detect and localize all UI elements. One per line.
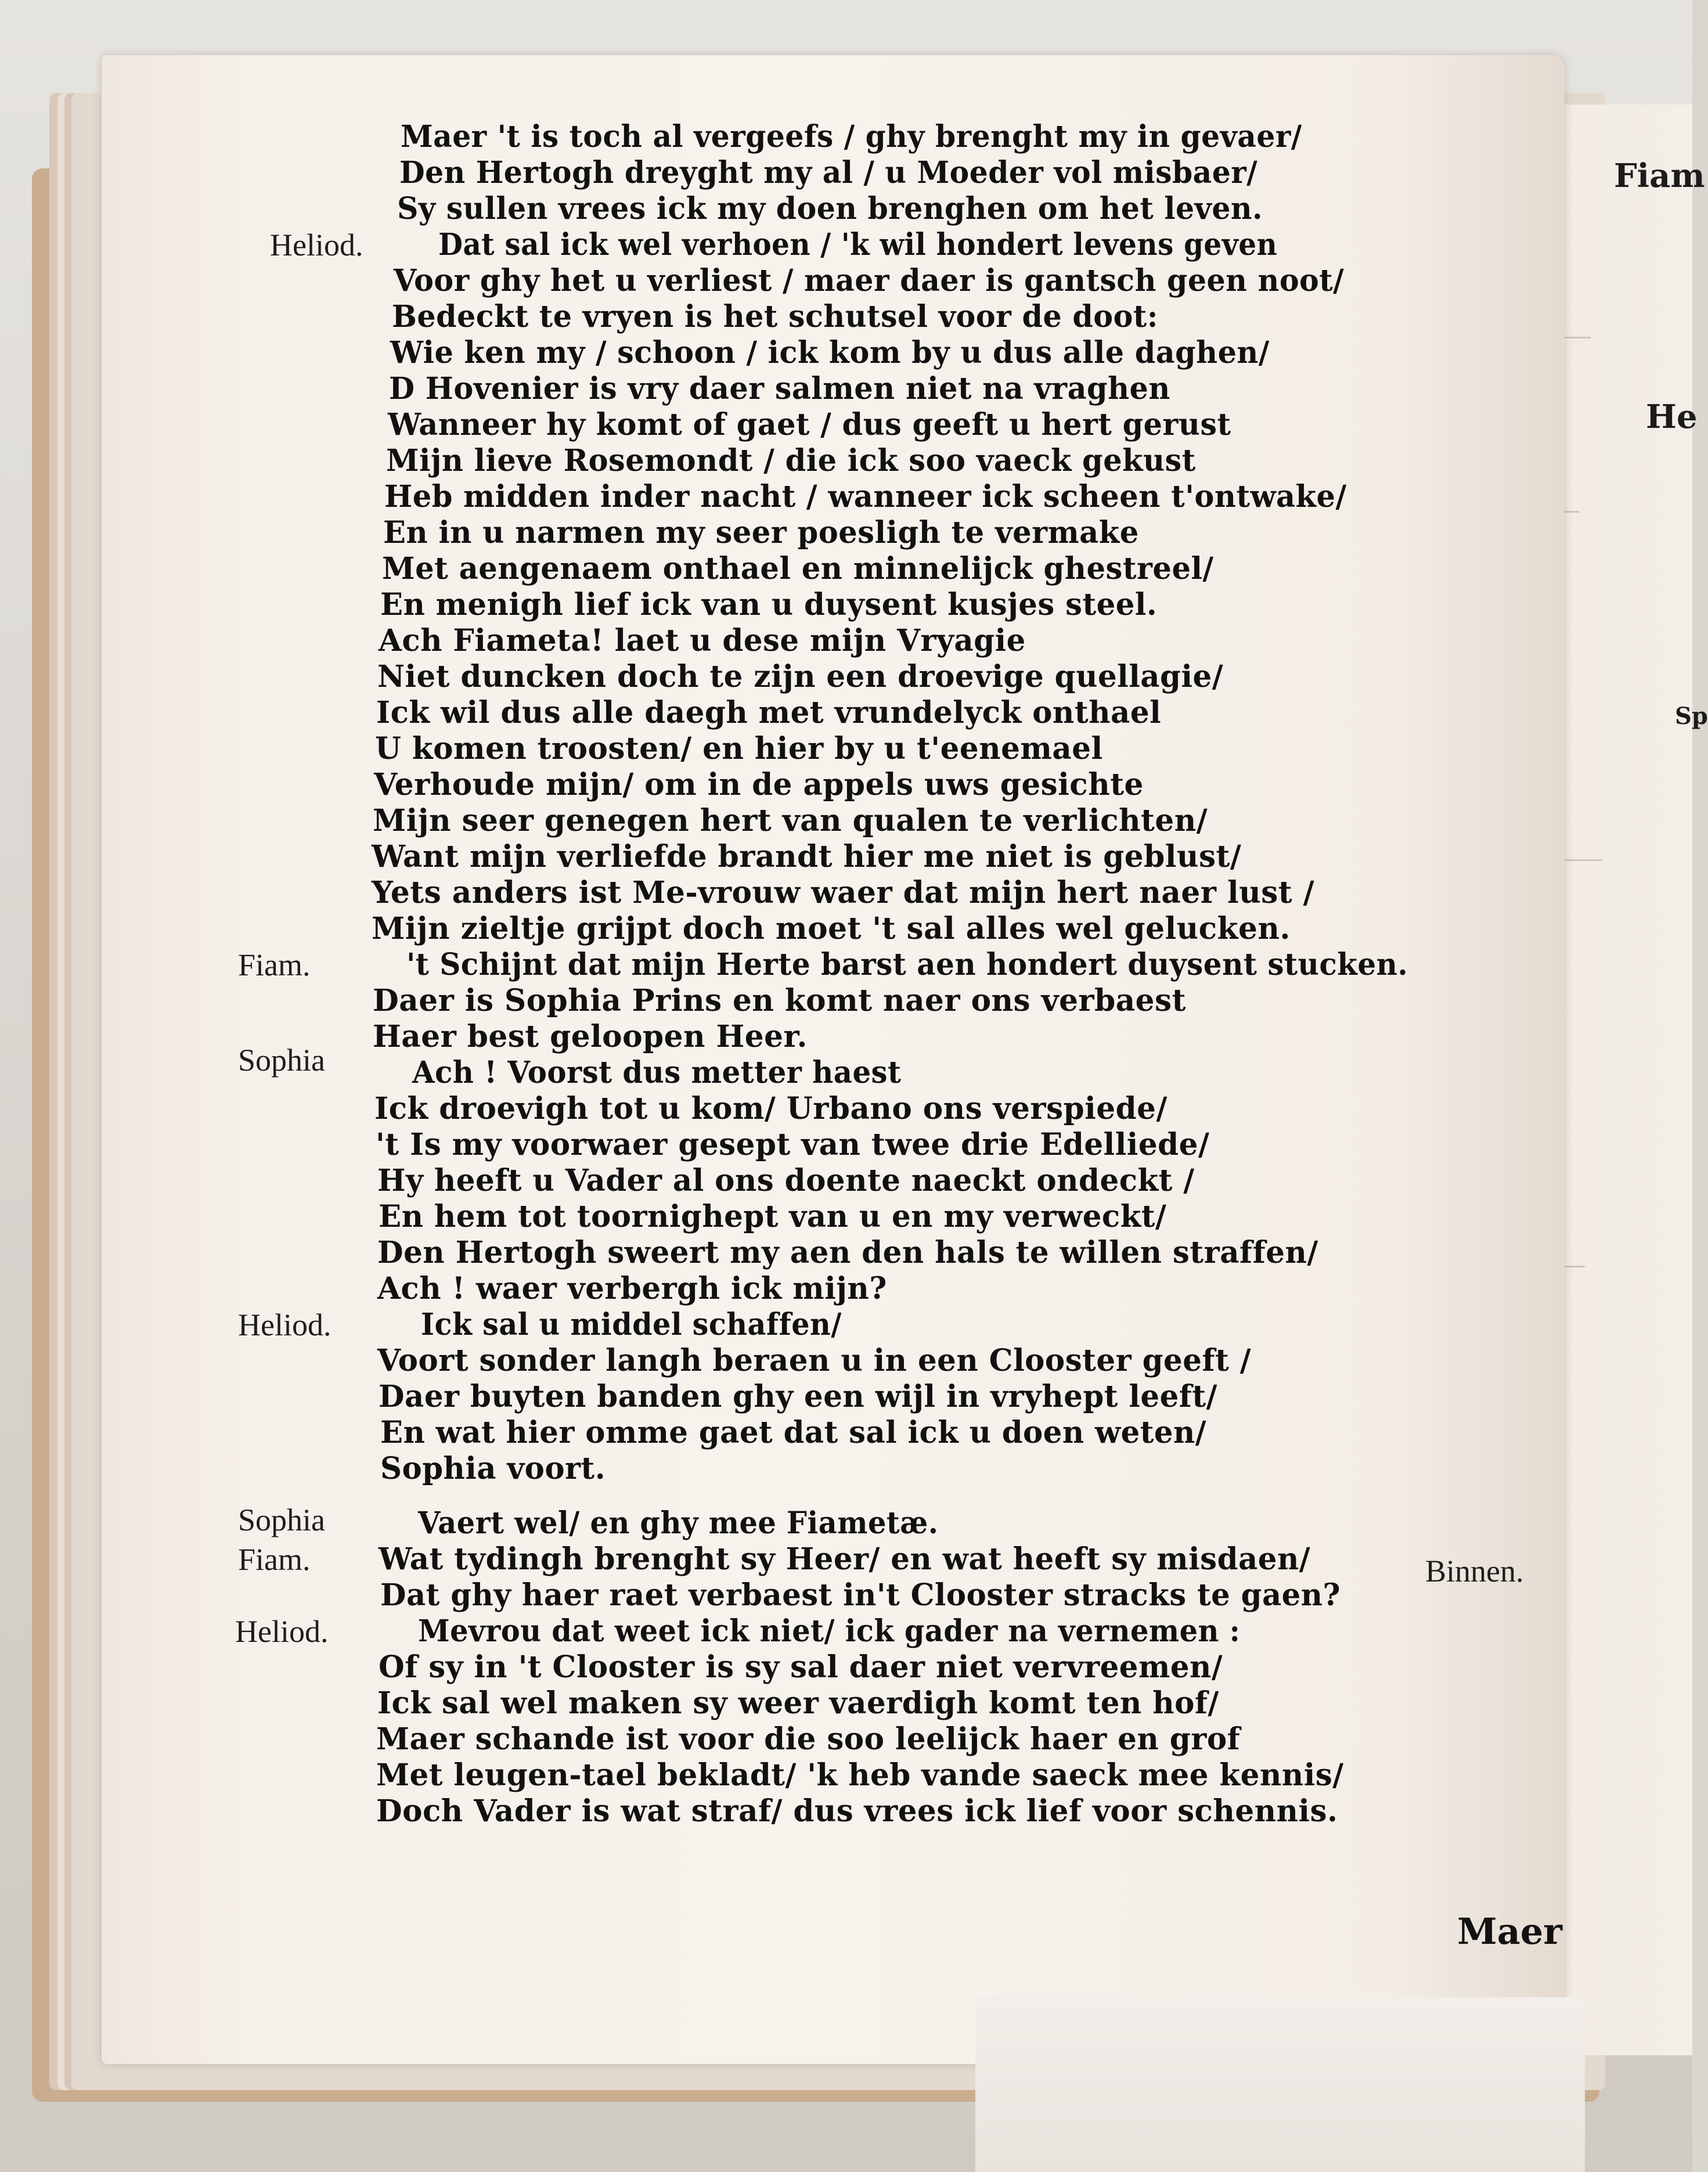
verse-line: Wat tydingh brenght sy Heer/ en wat heeft sy misdaen/ (379, 1541, 1311, 1577)
verse-line: En hem tot toornighept van u en my verweckt/ (379, 1199, 1167, 1234)
verse-line: Voor ghy het u verliest / maer daer is gantsch geen noot/ (394, 263, 1345, 298)
verse-line: Met leugen-tael bekladt/ 'k heb vande saeck mee kennis/ (376, 1757, 1344, 1793)
verse-line: U komen troosten/ en hier by u t'eenemael (375, 731, 1103, 766)
verse-line: Doch Vader is wat straf/ dus vrees ick lief voor schennis. (376, 1793, 1338, 1829)
speaker-name: Heliod. (270, 228, 363, 262)
verse-line: Sy sullen vrees ick my doen brenghen om het leven. (397, 191, 1263, 226)
verse-line: Bedeckt te vryen is het schutsel voor de doot: (392, 299, 1158, 334)
verse-line: Niet duncken doch te zijn een droevige quellagie/ (377, 659, 1224, 694)
verse-line: 't Is my voorwaer gesept van twee drie Edelliede/ (376, 1127, 1210, 1162)
verse-line: Mijn zieltje grijpt doch moet 't sal alles wel gelucken. (372, 911, 1291, 946)
verse-line: Yets anders ist Me-vrouw waer dat mijn hert naer lust / (372, 875, 1315, 910)
verse-line: Den Hertogh dreyght my al / u Moeder vol misbaer/ (399, 155, 1258, 190)
verse-line: Ick sal u middel schaffen/ (421, 1307, 842, 1342)
facing-page-speaker-3: Sp (1675, 703, 1708, 730)
verse-line: Dat ghy haer raet verbaest in't Clooster stracks te gaen? (380, 1577, 1341, 1613)
catchword: Maer (1457, 1910, 1562, 1953)
verse-line: Maer 't is toch al vergeefs / ghy brenght my in gevaer/ (401, 119, 1302, 154)
verse-line: Of sy in 't Clooster is sy sal daer niet vervreemen/ (379, 1649, 1223, 1685)
verse-line: Met aengenaem onthael en minnelijck ghestreel/ (382, 551, 1214, 586)
verse-line: 't Schijnt dat mijn Herte barst aen hondert duysent stucken. (406, 947, 1408, 982)
verse-line: Daer buyten banden ghy een wijl in vryhept leeft/ (379, 1379, 1217, 1414)
verse-line: Wanneer hy komt of gaet / dus geeft u hert gerust (388, 407, 1231, 442)
speaker-name: Sophia (238, 1043, 326, 1078)
verse-line: Ick droevigh tot u kom/ Urbano ons verspiede/ (374, 1091, 1168, 1126)
verse-line: Voort sonder langh beraen u in een Clooster geeft / (377, 1343, 1252, 1378)
verse-line: Maer schande ist voor die soo leelijck haer en grof (376, 1721, 1241, 1757)
speaker-name: Sophia (238, 1503, 326, 1537)
facing-page-speaker-2: He (1646, 398, 1698, 436)
verse-line: Dat sal ick wel verhoen / 'k wil hondert levens geven (438, 227, 1278, 262)
verse-line: Daer is Sophia Prins en komt naer ons verbaest (373, 983, 1186, 1018)
verse-line: D Hovenier is vry daer salmen niet na vraghen (389, 371, 1170, 406)
verse-line: Mijn lieve Rosemondt / die ick soo vaeck gekust (386, 443, 1196, 478)
speaker-name: Heliod. (235, 1614, 329, 1649)
verse-line: Ach ! Voorst dus metter haest (412, 1055, 902, 1090)
verse-line: Want mijn verliefde brandt hier me niet is geblust/ (372, 839, 1242, 874)
verse-line: Den Hertogh sweert my aen den hals te willen straffen/ (377, 1235, 1318, 1270)
verse-line: Haer best geloopen Heer. (373, 1019, 808, 1054)
verse-line: Ach ! waer verbergh ick mijn? (377, 1271, 887, 1306)
speaker-name: Fiam. (238, 948, 311, 982)
verse-line: Sophia voort. (380, 1451, 606, 1486)
verse-line: Ach Fiameta! laet u dese mijn Vryagie (379, 623, 1026, 658)
verse-line: Mijn seer genegen hert van qualen te verlichten/ (373, 803, 1208, 838)
verse-line: Verhoude mijn/ om in de appels uws gesichte (374, 767, 1144, 802)
verse-line: En wat hier omme gaet dat sal ick u doen weten/ (380, 1415, 1206, 1450)
facing-page-speaker-1: Fiam (1614, 157, 1705, 195)
verse-line: Vaert wel/ en ghy mee Fiametæ. (418, 1505, 939, 1541)
verse-line: Mevrou dat weet ick niet/ ick gader na vernemen : (418, 1613, 1241, 1649)
speaker-name: Heliod. (238, 1307, 331, 1342)
verse-line: En in u narmen my seer poesligh te vermake (383, 515, 1139, 550)
page-foot (975, 1997, 1585, 2172)
stage-direction: Binnen. (1425, 1554, 1524, 1589)
verse-line: Ick wil dus alle daegh met vrundelyck onthael (376, 695, 1162, 730)
verse-line: Heb midden inder nacht / wanneer ick scheen t'ontwake/ (384, 479, 1347, 514)
verse-line: Wie ken my / schoon / ick kom by u dus alle daghen/ (390, 335, 1270, 370)
verse-line: Hy heeft u Vader al ons doente naeckt ondeckt / (377, 1163, 1195, 1198)
verse-line: Ick sal wel maken sy weer vaerdigh komt ten hof/ (377, 1685, 1219, 1721)
verse-line: En menigh lief ick van u duysent kusjes steel. (380, 587, 1158, 622)
speaker-name: Fiam. (238, 1542, 311, 1577)
